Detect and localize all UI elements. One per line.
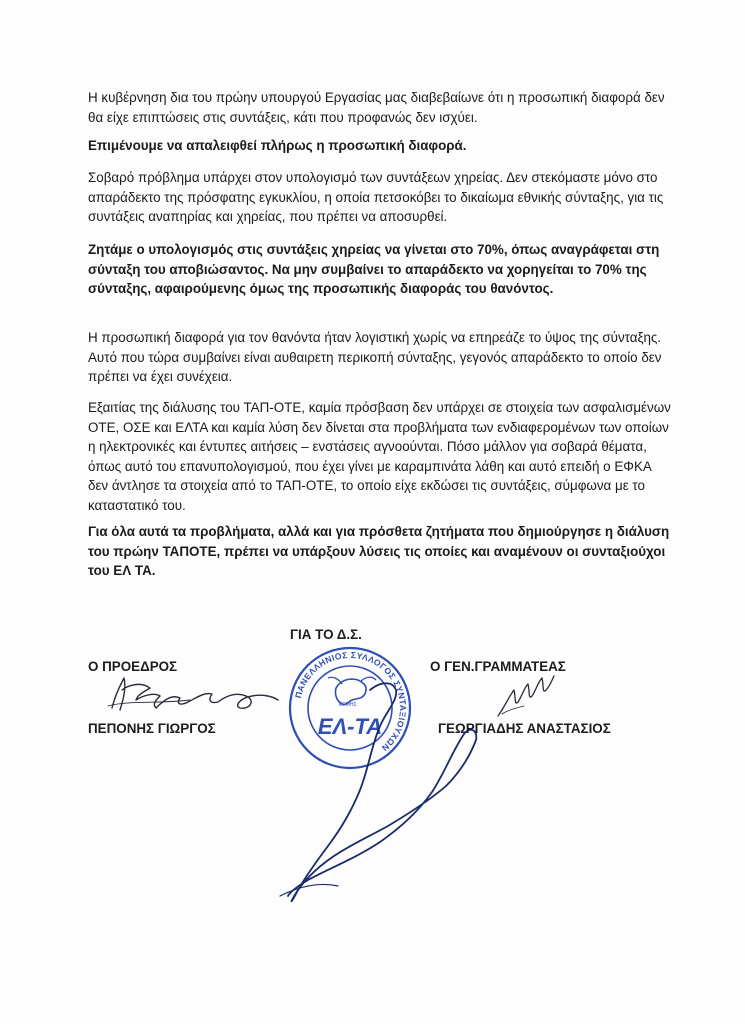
secretary-signature: [490, 668, 560, 722]
president-name: ΠΕΠΟΝΗΣ ΓΙΩΡΓΟΣ: [88, 721, 216, 736]
board-heading: ΓΙΑ ΤΟ Δ.Σ.: [290, 627, 362, 642]
paragraph-tap-ote-dissolution: Εξαιτίας της διάλυσης του ΤΑΠ-ΟΤΕ, καμία πρόσβαση δεν υπάρχει σε στοιχεία των ασφαλισμένων ΟΤΕ, ΟΣΕ και ΕΛΤΑ και καμία λύση δεν δίνεται στα προβλήματα των ενδιαφερομένων των οποίων η ηλεκτρονικές και έντυπες αιτήσεις – ενστάσεις αγνοούνται. Πόσο μάλλον για σοβαρά θέματα, όπως αυτό του επανυπολογισμού, που έχει γίνει με καραμπινάτα λάθη και αυτό επειδή ο ΕΦΚΑ δεν άντλησε τα στοιχεία από το ΤΑΠ-ΟΤΕ, το οποίο είχε εκδώσει τις συντάξεις, σύμφωνα με το καταστατικό του.: [88, 400, 671, 513]
paragraph-widow-pension-demand: Ζητάμε ο υπολογισμός στις συντάξεις χηρείας να γίνεται στο 70%, όπως αναγράφεται στη σύνταξη του αποβιώσαντος. Να μην συμβαίνει το απαράδεκτο να χορηγείται το 70% της σύνταξης, αφαιρούμενης όμως της προσωπικής διαφοράς του θανόντος.: [88, 242, 660, 297]
paragraph-deceased-personal-difference: Η προσωπική διαφορά για τον θανόντα ήταν λογιστική χωρίς να επηρεάζε το ύψος της σύνταξης. Αυτό που τώρα συμβαίνει είναι αυθαιρετη περικοπή σύνταξης, γεγονός απαράδεκτο το οποίο δεν πρέπει να έχει συνέχεια.: [88, 330, 662, 385]
paragraph-personal-difference-assurance: Η κυβέρνηση δια του πρώην υπουργού Εργασίας μας διαβεβαίωνε ότι η προσωπική διαφορά δεν θα είχε επιπτώσεις στις συντάξεις, κάτι που προφανώς δεν ισχύει.: [88, 90, 665, 125]
president-title: Ο ΠΡΟΕΔΡΟΣ: [88, 659, 178, 674]
stamp-ring-text: ΠΑΝΕΛΛΗΝΙΟΣ ΣΥΛΛΟΓΟΣ ΣΥΝΤΑΞΙΟΥΧΩΝ: [293, 649, 409, 754]
paragraph-demand-abolish-difference: Επιμένουμε να απαλειφθεί πλήρως η προσωπική διαφορά.: [88, 138, 467, 153]
secretary-name: ΓΕΩΡΓΙΑΔΗΣ ΑΝΑΣΤΑΣΙΟΣ: [438, 721, 611, 736]
paragraph-closing-demand: Για όλα αυτά τα προβλήματα, αλλά και για πρόσθετα ζητήματα που δημιούργησε η διάλυση του πρώην ΤΑΠΟΤΕ, πρέπει να υπάρξουν λύσεις τις οποίες και αναμένουν οι συνταξιούχοι του ΕΛ ΤΑ.: [88, 524, 670, 579]
stamp-logo-text: ΕΛ-ΤΑ: [317, 714, 383, 739]
stamp-small-text: ΕΡΜΗΣ: [339, 702, 357, 708]
paragraph-widow-pension-problem: Σοβαρό πρόβλημα υπάρχει στον υπολογισμό των συντάξεων χηρείας. Δεν στεκόμαστε μόνο στο απαράδεκτο της πρόσφατης εγκυκλίου, η οποία πετσοκόβει το δικαίωμα εθνικής σύνταξης, για τις συντάξεις αναπηρίας και χηρείας, που πρέπει να αποσυρθεί.: [88, 170, 664, 225]
secretary-title: Ο ΓΕΝ.ΓΡΑΜΜΑΤΕΑΣ: [430, 659, 566, 674]
